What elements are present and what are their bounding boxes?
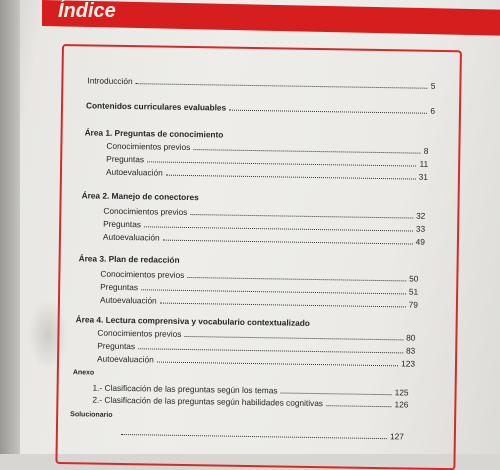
dot-leader [144, 225, 413, 231]
page-number: 31 [418, 171, 429, 182]
dot-leader [160, 302, 406, 308]
page-title: Índice [58, 0, 116, 22]
dot-leader [157, 361, 398, 367]
dot-leader [141, 288, 406, 294]
area-1-title: Área 1. Preguntas de conocimiento [84, 127, 224, 140]
area-3-title: Área 3. Plan de redacción [78, 253, 180, 265]
dot-leader [121, 433, 387, 439]
entry-label: Conocimientos previos [103, 205, 188, 217]
toc-entry [97, 354, 415, 369]
toc-entry-introduccion [87, 75, 435, 90]
dot-leader [193, 148, 420, 154]
entry-label: Autoevaluación [102, 231, 160, 243]
page-number: 127 [389, 431, 404, 442]
entry-label: Introducción [87, 75, 133, 87]
page-number: 50 [409, 273, 419, 284]
entry-label: Conocimientos previos [97, 327, 182, 339]
toc-entry [97, 341, 415, 356]
entry-label: Contenidos curriculares evaluables [85, 100, 227, 113]
entry-label: Conocimientos previos [100, 268, 185, 280]
entry-label: 2.- Clasificación de las preguntas según habilidades cognitivas [92, 394, 324, 409]
page-number: 125 [394, 387, 409, 398]
toc-entry [97, 328, 415, 343]
page-number: 8 [423, 145, 429, 156]
page-number: 33 [415, 223, 426, 234]
dot-leader [229, 109, 427, 114]
entry-label: Preguntas [103, 218, 142, 230]
page-number: 5 [430, 80, 436, 91]
page-number: 126 [394, 399, 409, 410]
dot-leader [190, 213, 413, 218]
dot-leader [136, 82, 428, 89]
entry-label: 1.- Clasificación de las preguntas según los temas [92, 382, 278, 396]
page-number: 49 [415, 236, 426, 247]
toc-entry [92, 395, 408, 410]
dot-leader [166, 174, 416, 180]
page-number: 11 [419, 158, 429, 169]
dot-leader [187, 276, 406, 281]
entry-label: Preguntas [106, 153, 145, 165]
dot-leader [326, 404, 392, 407]
area-4-title: Área 4. Lectura comprensiva y vocabulario contextualizado [75, 314, 310, 328]
area-2-title: Área 2. Manejo de conectores [81, 190, 199, 203]
page-number: 32 [416, 210, 426, 221]
anexo-title: Anexo [72, 369, 95, 377]
book-spine [0, 0, 20, 454]
dot-leader [280, 391, 391, 395]
page-number: 51 [408, 286, 419, 297]
entry-label: Preguntas [100, 281, 139, 293]
toc-entry-contenidos [86, 100, 435, 115]
page-number: 83 [405, 345, 416, 356]
toc-entry [100, 295, 418, 310]
dot-leader [138, 347, 403, 353]
toc-entry-solucionario [118, 427, 404, 441]
toc-entry [100, 282, 418, 297]
dot-leader [163, 239, 413, 245]
toc-entry [106, 167, 428, 182]
dot-leader [147, 160, 417, 166]
toc-entry [100, 269, 418, 284]
entry-label: Autoevaluación [99, 294, 157, 306]
toc-entry [103, 232, 425, 247]
entry-label: Autoevaluación [105, 166, 163, 178]
dot-leader [184, 335, 403, 340]
page-number: 6 [430, 105, 436, 116]
entry-label: Preguntas [97, 340, 136, 352]
entry-label: Conocimientos previos [106, 140, 191, 153]
page-number: 79 [408, 299, 419, 310]
table-of-contents [55, 44, 462, 470]
page-number: 80 [406, 332, 416, 343]
entry-label: Autoevaluación [96, 353, 154, 365]
solucionario-title: Solucionario [70, 411, 113, 419]
page-number: 123 [401, 358, 416, 369]
